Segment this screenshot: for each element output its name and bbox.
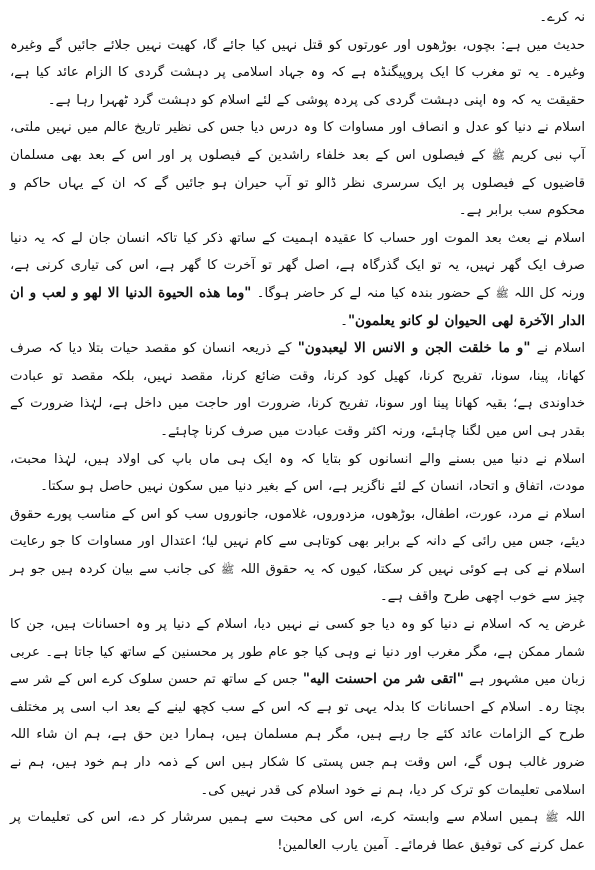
paragraph-text: اللہ bbox=[558, 810, 585, 826]
paragraph-text: کے حضور بندہ کیا منہ لے کر حاضر ہوگا۔ bbox=[251, 285, 496, 301]
paragraph-text: اسلام نے دنیا میں بسنے والے انسانوں کو بتایا کہ وہ ایک ہی ماں باپ کی اولاد ہیں، لہٰذا محبت، مودت، اتفاق و اتحاد، انسان کے لئے ناگزیر ہے، اس کے بغیر دنیا میں سکون نہیں حاصل ہو سکتا۔ bbox=[10, 451, 585, 495]
arabic-quote: "و ما خلقت الجن و الانس الا ليعبدون" bbox=[297, 340, 531, 357]
paragraph bbox=[10, 225, 585, 335]
arabic-quote: "وما هذه الحيوة الدنيا الا لهو و لعب و ان الدار الآخرة لهى الحيوان لو كانو يعلمون" bbox=[10, 284, 585, 329]
paragraph bbox=[10, 804, 585, 859]
honorific-symbol: ﷺ bbox=[491, 148, 505, 162]
paragraph bbox=[10, 335, 585, 445]
paragraph-text: اسلام نے bbox=[530, 341, 585, 357]
paragraph bbox=[10, 501, 585, 611]
paragraph-text: کے فیصلوں اس کے بعد خلفاء راشدین کے فیصلوں پر اور اس کے بعد بھی مسلمان قاضیوں کے فیصلوں پر ایک سرسری نظر ڈالو تو آپ حیران ہو جائیں گے کہ ان کے یہاں حاکم و محکوم سب برابر ہے۔ bbox=[10, 147, 585, 219]
paragraph-text: نہ کرے۔ bbox=[539, 10, 585, 25]
paragraph-text: کی جانب سے بیان کردہ ہیں جو ہر چیز سے خوب اچھی طرح واقف ہے۔ bbox=[10, 561, 585, 605]
paragraph bbox=[10, 32, 585, 115]
paragraph bbox=[10, 4, 585, 32]
honorific-symbol: ﷺ bbox=[495, 286, 509, 300]
paragraph-text: غرض یہ کہ اسلام نے دنیا کو وہ دیا جو کسی نے نہیں دیا، اسلام کے دنیا پر وہ احسانات ہیں، جن کا شمار ممکن ہے، مگر مغرب اور دنیا نے وہی کیا جو عام طور پر محسنین کے ساتھ کیا جاتا ہے۔ عربی زبان میں مشہور ہے bbox=[10, 617, 585, 688]
paragraph-text: حدیث میں ہے: بچوں، بوڑھوں اور عورتوں کو قتل نہیں کیا جائے گا، کھیت نہیں جلائے جائیں گے وغیرہ وغیرہ۔ یہ تو مغرب کا ایک پروپیگنڈہ ہے کہ وہ جہاد اسلامی پر دہشت گردی کا الزام عائد کیا ہے، حقیقت یہ کہ وہ اپنی دہشت گردی کی پردہ پوشی کے لئے اسلام کو دہشت گرد ٹھہرا رہا ہے۔ bbox=[10, 37, 585, 108]
paragraph-text: اسلام نے بعث بعد الموت اور حساب کا عقیدہ اہمیت کے ساتھ ذکر کیا تاکہ انسان جان لے کہ یہ دنیا صرف ایک گھر نہیں، یہ تو ایک گذرگاہ ہے، اصل گھر تو آخرت کا گھر ہے، اس کی تیاری کرنی ہے، ورنہ کل اللہ bbox=[10, 230, 585, 301]
paragraph-text: اسلام نے مرد، عورت، اطفال، بوڑھوں، مزدوروں، غلاموں، جانوروں سب کو اس کے مناسب پورے حقوق دیئے، جس میں رائی کے دانہ کے برابر بھی کوتاہی سے کام نہیں لیا؛ اعتدال اور مساوات کا جو رعایت اسلام نے کی ہے کوئی نہیں کر سکتا، کیوں کہ یہ حقوق اللہ bbox=[10, 506, 585, 577]
honorific-symbol: ﷺ bbox=[221, 562, 235, 576]
paragraph-text: اسلام نے دنیا کو عدل و انصاف اور مساوات کا وہ درس دیا جس کی نظیر تاریخ عالم میں نہیں ملتی، آپ نبی کریم bbox=[10, 120, 585, 163]
paragraph bbox=[10, 611, 585, 804]
paragraph-text: جس کے ساتھ تم حسن سلوک کرے اس کے شر سے بچتا رہ۔ اسلام کے احسانات کا بدلہ یہی تو ہے کہ اس کے سب کچھ لینے کے بعد اب اسی پر مختلف طرح کے الزامات عائد کئے جا رہے ہیں، مگر ہم مسلمان ہیں، ہمارا دین حق ہے، ہم ان شاء اللہ ضرور غالب ہوں گے، اس وقت ہم جس پستی کا شکار ہیں اس کے ذمہ دار ہم خود ہیں، ہم نے اسلامی تعلیمات کو ترک کر دیا، ہم نے خود اسلام کی قدر نہیں کی۔ bbox=[10, 672, 585, 798]
paragraph-text: ۔ bbox=[340, 313, 348, 329]
arabic-quote: "اتقى شر من احسنت اليه" bbox=[302, 671, 464, 688]
honorific-symbol: ﷺ bbox=[545, 811, 559, 825]
paragraph bbox=[10, 446, 585, 501]
paragraph bbox=[10, 114, 585, 224]
paragraph-text: کے ذریعہ انسان کو مقصد حیات بتلا دیا کہ صرف کھانا، پینا، سونا، تفریح کرنا، کھیل کود کرنا، وقت ضائع کرنا، مقصد نہیں، بلکہ مقصد تو عبادت خداوندی ہے؛ بقیہ کھانا پینا اور سونا، تفریح کرنا، ضرورت اور حاجت میں داخل ہے، لہٰذا ضرورت کے بقدر ہی اس میں لگنا چاہئے، ورنہ اکثر وقت عبادت میں صرف کرنا چاہئے۔ bbox=[10, 341, 585, 439]
paragraph-text: ہمیں اسلام سے وابستہ کرے، اس کی محبت سے ہمیں سرشار کر دے، اس کی تعلیمات پر عمل کرنے کی توفیق عطا فرمائے۔ آمین یارب العالمین! bbox=[10, 810, 585, 853]
